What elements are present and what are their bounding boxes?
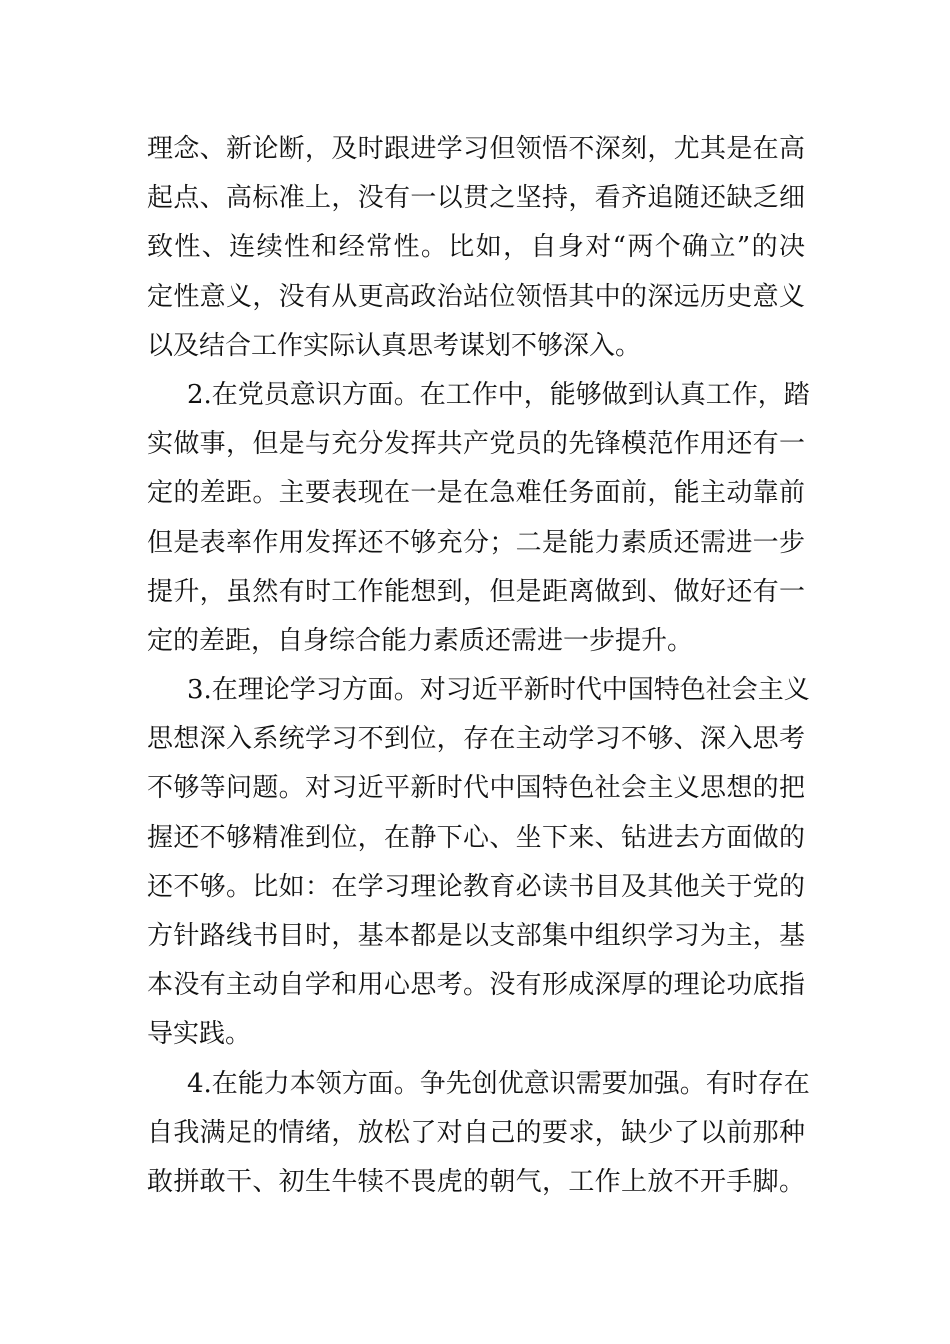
text-line: 理念、新论断，及时跟进学习但领悟不深刻，尤其是在高 — [147, 134, 805, 164]
text-line: 思想深入系统学习不到位，存在主动学习不够、深入思考 — [147, 724, 805, 755]
text-line: 定的差距，自身综合能力素质还需进一步提升。 — [147, 625, 694, 656]
text-line: 握还不够精准到位，在静下心、坐下来、钻进去方面做的 — [147, 822, 805, 853]
paragraph-2-party-member-awareness — [147, 371, 810, 666]
text-line: 3.在理论学习方面。对习近平新时代中国特色社会主义 — [187, 675, 810, 706]
text-line: 方针路线书目时，基本都是以支部集中组织学习为主，基 — [147, 921, 805, 951]
text-line: 不够等问题。对习近平新时代中国特色社会主义思想的把 — [147, 773, 805, 804]
text-line: 敢拼敢干、初生牛犊不畏虎的朝气，工作上放不开手脚。 — [147, 1166, 805, 1197]
text-line: 自我满足的情绪，放松了对自己的要求，缺少了以前那种 — [147, 1117, 805, 1148]
text-line: 还不够。比如：在学习理论教育必读书目及其他关于党的 — [147, 871, 805, 902]
text-line: 定性意义，没有从更高政治站位领悟其中的深远历史意义 — [147, 281, 805, 312]
text-line: 致性、连续性和经常性。比如，自身对“两个确立”的决 — [147, 232, 805, 263]
text-line: 起点、高标准上，没有一以贯之坚持，看齐追随还缺乏细 — [147, 183, 805, 214]
text-line: 定的差距。主要表现在一是在急难任务面前，能主动靠前 — [147, 478, 805, 509]
text-line: 4.在能力本领方面。争先创优意识需要加强。有时存在 — [187, 1068, 810, 1099]
paragraph-1 — [147, 125, 805, 371]
text-line: 2.在党员意识方面。在工作中，能够做到认真工作，踏 — [187, 379, 810, 410]
paragraph-3-theory-study — [147, 666, 810, 1060]
text-line: 导实践。 — [147, 1019, 252, 1050]
text-line: 提升，虽然有时工作能想到，但是距离做到、做好还有一 — [147, 576, 805, 607]
document-body — [147, 125, 810, 1207]
text-line: 本没有主动自学和用心思考。没有形成深厚的理论功底指 — [147, 970, 805, 1001]
text-line: 以及结合工作实际认真思考谋划不够深入。 — [147, 330, 642, 361]
paragraph-4-ability-skills — [147, 1060, 810, 1208]
text-line: 但是表率作用发挥还不够充分；二是能力素质还需进一步 — [147, 527, 805, 558]
text-line: 实做事，但是与充分发挥共产党员的先锋模范作用还有一 — [147, 429, 805, 460]
